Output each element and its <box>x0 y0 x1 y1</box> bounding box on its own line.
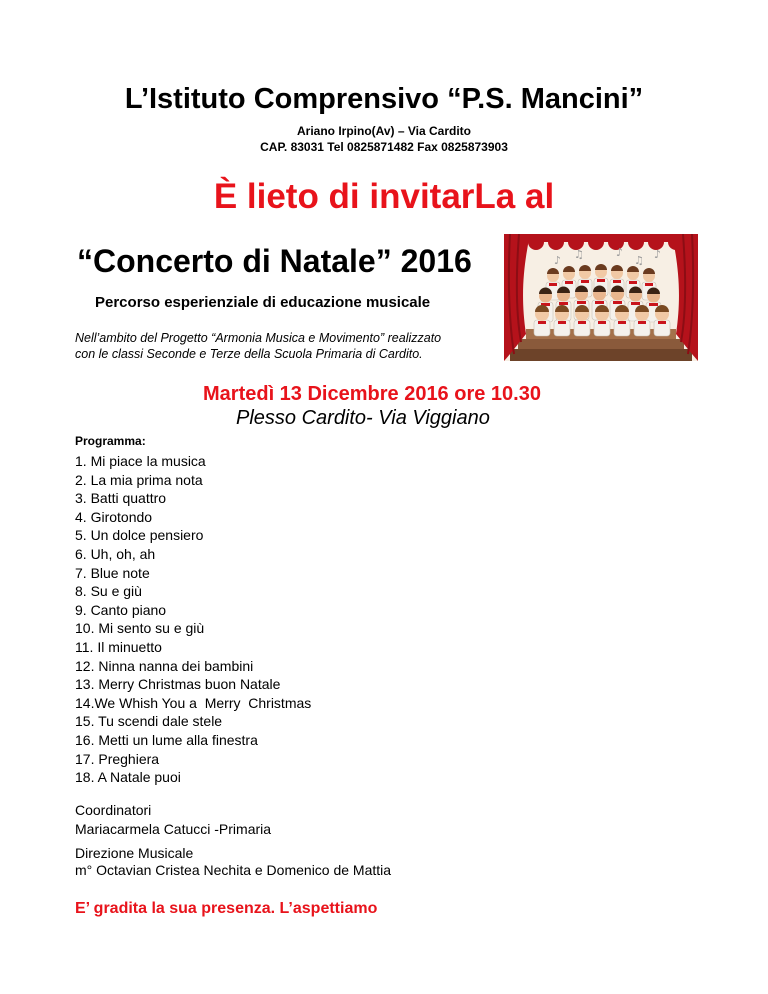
program-item: 7. Blue note <box>75 564 150 581</box>
music-direction-names: m° Octavian Cristea Nechita e Domenico de Mattia <box>75 862 392 878</box>
coordinators-title: Coordinatori <box>75 802 152 818</box>
svg-text:♫: ♫ <box>574 248 584 261</box>
program-item: 9. Canto piano <box>75 601 167 618</box>
program-item: 8. Su e giù <box>75 583 142 600</box>
program-item: 17. Preghiera <box>75 750 160 767</box>
program-item: 18. A Natale puoi <box>75 769 181 786</box>
program-item: 6. Uh, oh, ah <box>75 545 156 562</box>
program-item: 13. Merry Christmas buon Natale <box>75 676 281 693</box>
project-description-line-2: con le classi Seconde e Terze della Scuola Primaria di Cardito. <box>75 347 423 361</box>
program-item: 15. Tu scendi dale stele <box>75 713 223 730</box>
concert-subtitle: Percorso esperienziale di educazione musicale <box>95 294 431 311</box>
program-item: 5. Un dolce pensiero <box>75 527 204 544</box>
program-item: 2. La mia prima nota <box>75 471 203 488</box>
program-item: 16. Metti un lume alla finestra <box>75 731 258 748</box>
school-address: Ariano Irpino(Av) – Via Cardito <box>296 124 472 138</box>
svg-text:♪: ♪ <box>654 248 662 261</box>
event-date-time: Martedì 13 Dicembre 2016 ore 10.30 <box>203 383 541 405</box>
program-item: 3. Batti quattro <box>75 490 167 507</box>
program-item: 12. Ninna nanna dei bambini <box>75 657 254 674</box>
event-venue: Plesso Cardito- Via Viggiano <box>236 407 490 429</box>
project-description-line-1: Nell’ambito del Progetto “Armonia Musica e Movimento” realizzato <box>75 331 442 345</box>
program-label: Programma: <box>75 434 146 448</box>
program-item: 1. Mi piace la musica <box>75 453 206 469</box>
program-item: 14.We Whish You a Merry Christmas <box>75 694 312 711</box>
program-item: 11. Il minuetto <box>75 638 162 655</box>
svg-text:♪: ♪ <box>554 254 562 267</box>
svg-text:♫: ♫ <box>634 254 644 267</box>
school-name: L’Istituto Comprensivo “P.S. Mancini” <box>124 83 644 115</box>
closing-message: E’ gradita la sua presenza. L’aspettiamo <box>75 900 378 917</box>
choir-stage-image <box>504 234 698 361</box>
program-list <box>75 452 311 787</box>
school-contacts: CAP. 83031 Tel 0825871482 Fax 0825873903 <box>260 140 508 154</box>
music-direction-title: Direzione Musicale <box>75 845 194 861</box>
program-item: 10. Mi sento su e giù <box>75 620 205 637</box>
program-item: 4. Girotondo <box>75 508 153 525</box>
concert-title: “Concerto di Natale” 2016 <box>77 243 472 279</box>
svg-text:♪: ♪ <box>616 246 624 259</box>
invitation-headline: È lieto di invitarLa al <box>213 177 555 216</box>
coordinators-name: Mariacarmela Catucci -Primaria <box>75 821 272 837</box>
